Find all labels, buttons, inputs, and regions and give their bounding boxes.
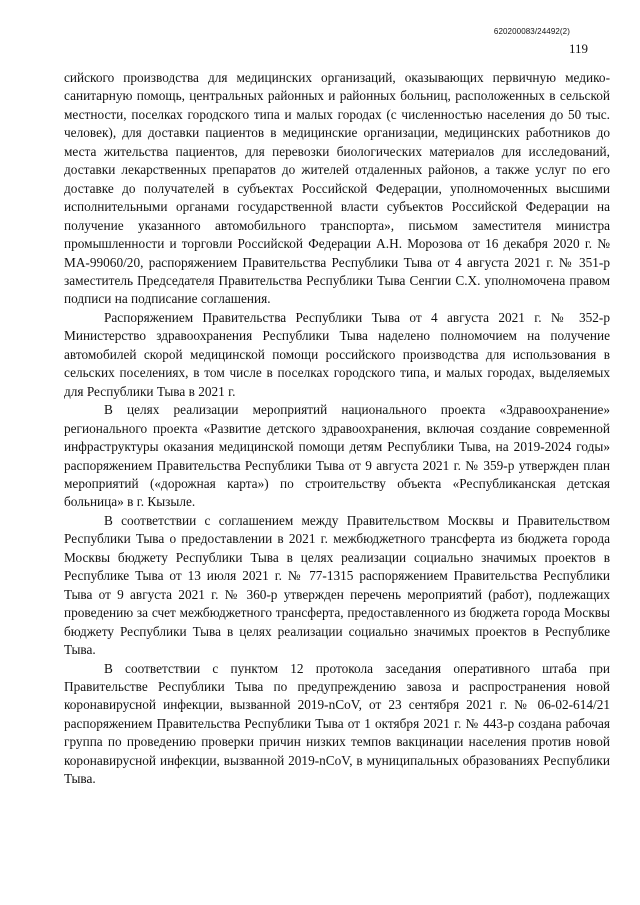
paragraph-continued: сийского производства для медицинских организаций, оказывающих первичную медико-санитарную помощь, центральных районных и районных больниц, расположенных в сельской местности, поселках городского типа и малых городах (с численностью населения до 50 тыс. человек), для доставки пациентов в медицинские организации, медицинских работников до места жительства пациентов, для перевозки биологических материалов для исследований, доставки лекарственных препаратов до жителей отдаленных районов, а также услуг по его доставке до получателей в субъектах Российской Федерации, уполномоченных высшими исполнительными органами государственной власти субъектов Российской Федерации на получение указанного автомобильного транспорта», письмом заместителя министра промышленности и торговли Российской Федерации А.Н. Морозова от 16 декабря 2020 г. № МА-99060/20, распоряжением Правительства Республики Тыва от 4 августа 2021 г. № 351-р заместитель Председателя Правительства Республики Тыва Сенгии С.Х. уполномочена правом подписи на подписание соглашения. xyxy=(64,70,610,307)
page-number: 119 xyxy=(568,41,588,56)
page-body xyxy=(64,69,610,789)
paragraph-ambulance-authority: Распоряжением Правительства Республики Тыва от 4 августа 2021 г. № 352-р Министерство здравоохранения Республики Тыва наделено полномочием на получение автомобилей скорой медицинской помощи российского производства для использования в сельских поселениях, в том числе в поселках городского типа, и малых городах, выделяемых для Республики Тыва в 2021 г. xyxy=(64,309,610,399)
paragraph-vaccination-group: В соответствии с пунктом 12 протокола заседания оперативного штаба при Правительстве Республики Тыва по предупреждению завоза и распространения новой коронавирусной инфекции, вызванной 2019-nCoV, от 23 сентября 2021 г. № 06-02-614/21 распоряжением Правительства Республики Тыва от 1 октября 2021 г. № 443-р создана рабочая группа по проведению проверки причин низких темпов вакцинации населения против новой коронавирусной инфекции, вызванной 2019-nCoV, в муниципальных образованиях Республики Тыва. xyxy=(64,660,610,787)
document-code: 620200083/24492(2) xyxy=(493,27,570,36)
paragraph-childrens-hospital: В целях реализации мероприятий национального проекта «Здравоохранение» регионального проекта «Развитие детского здравоохранения, включая создание современной инфраструктуры оказания медицинской помощи детям Республики Тыва, на 2019-2024 годы» распоряжением Правительства Республики Тыва от 9 августа 2021 г. № 359-р утвержден план мероприятий («дорожная карта») по строительству объекта «Республиканская детская больница» в г. Кызыле. xyxy=(64,402,610,510)
paragraph-moscow-transfer: В соответствии с соглашением между Правительством Москвы и Правительством Республики Тыва о предоставлении в 2021 г. межбюджетного трансферта из бюджета города Москвы бюджету Республики Тыва в целях реализации социально значимых проектов в Республике Тыва от 13 июля 2021 г. № 77-1315 распоряжением Правительства Республики Тыва от 9 августа 2021 г. № 360-р утвержден перечень мероприятий (работ), подлежащих проведению за счет межбюджетного трансферта, предоставленного из бюджета города Москвы бюджету Республики Тыва в целях реализации социально значимых проектов в Республике Тыва. xyxy=(64,512,610,658)
